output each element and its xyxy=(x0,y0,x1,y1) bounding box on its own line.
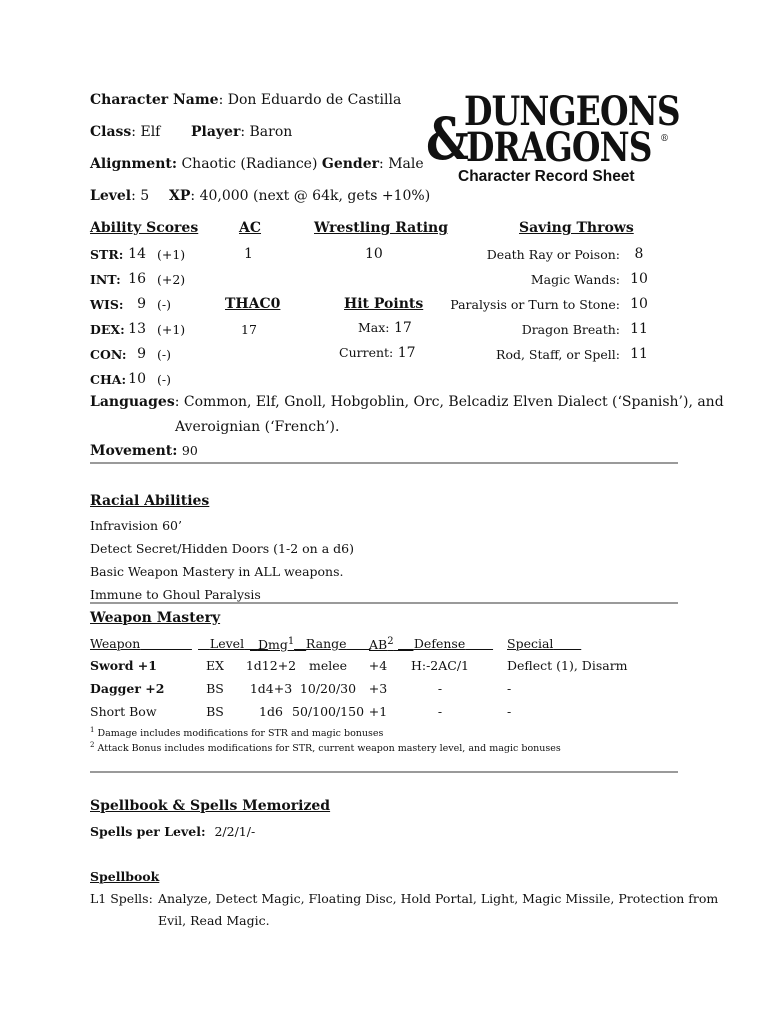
ability-score: 13 xyxy=(128,321,146,337)
ability-abbr: INT: xyxy=(90,272,121,287)
weapon-attack-bonus: +3 xyxy=(368,681,388,696)
logo-registered: ® xyxy=(660,134,669,144)
spellbook-section-heading: Spellbook & Spells Memorized xyxy=(90,798,331,814)
racial-abilities-heading: Racial Abilities xyxy=(90,493,210,509)
col-level-header: Level xyxy=(209,636,245,651)
footnote-2: $^2$ Attack Bonus includes modifications for STR, current weapon mastery level, and magic bonuses xyxy=(90,741,561,755)
racial-ability-item: Detect Secret/Hidden Doors (1-2 on a d6) xyxy=(90,541,354,556)
class-line: Class: Elf xyxy=(90,124,161,140)
ability-abbr: STR: xyxy=(90,247,124,262)
weapon-attack-bonus: +1 xyxy=(368,704,388,719)
divider xyxy=(90,602,678,604)
ability-abbr: CHA: xyxy=(90,372,127,387)
character-name-line: Character Name: Don Eduardo de Castilla xyxy=(90,92,402,108)
divider xyxy=(90,462,678,464)
level-value: 5 xyxy=(140,188,150,204)
alignment-line: Alignment: Chaotic (Radiance) Gender: Male xyxy=(90,156,424,172)
thac0-heading: THAC0 xyxy=(225,296,281,312)
saving-throw-label: Paralysis or Turn to Stone: xyxy=(450,297,620,312)
character-name-label: Character Name xyxy=(90,92,219,108)
weapon-special: - xyxy=(507,704,512,719)
saving-throw-label: Magic Wands: xyxy=(530,272,620,287)
ability-score: 16 xyxy=(128,271,146,287)
ability-abbr: DEX: xyxy=(90,322,125,337)
ability-modifier: (-) xyxy=(157,297,171,312)
hp-current-line xyxy=(339,345,416,361)
hp-max-value: 17 xyxy=(393,320,412,336)
logo-ampersand: & xyxy=(426,105,469,173)
logo-word-dungeons: DUNGEONS xyxy=(464,88,680,135)
hp-max-line xyxy=(358,320,412,336)
weapon-level: BS xyxy=(206,681,224,696)
saving-throw-label: Dragon Breath: xyxy=(521,322,620,337)
gender-label: Gender xyxy=(321,156,380,172)
weapon-defense: - xyxy=(437,704,443,719)
player-label: Player xyxy=(191,124,241,140)
ability-abbr: WIS: xyxy=(90,297,124,312)
weapon-special: Deflect (1), Disarm xyxy=(507,658,628,673)
player-value: Baron xyxy=(249,124,293,140)
xp-line: XP: 40,000 (next @ 64k, gets +10%) xyxy=(169,188,431,204)
weapon-range: 10/20/30 xyxy=(299,681,357,696)
logo-subtitle: Character Record Sheet xyxy=(458,168,635,185)
saving-throw-label: Death Ray or Poison: xyxy=(486,247,620,262)
racial-ability-item: Infravision 60’ xyxy=(90,518,182,533)
spellbook-heading: Spellbook xyxy=(90,869,160,884)
ability-modifier: (-) xyxy=(157,347,171,362)
spells-per-level-label: Spells per Level: xyxy=(90,824,206,839)
saving-throw-value: 8 xyxy=(634,246,644,262)
xp-value: 40,000 (next @ 64k, gets +10%) xyxy=(199,188,431,204)
weapon-range: 50/100/150 xyxy=(292,704,365,719)
ability-score: 9 xyxy=(137,296,146,312)
ac-value: 1 xyxy=(244,246,253,262)
l1-spells-label: L1 Spells: xyxy=(90,891,153,906)
alignment-value: Chaotic (Radiance) xyxy=(181,156,318,172)
alignment-label: Alignment xyxy=(90,156,172,172)
racial-ability-item: Immune to Ghoul Paralysis xyxy=(90,587,261,602)
col-defense-header: Defense xyxy=(413,636,466,651)
weapon-attack-bonus: +4 xyxy=(368,658,388,673)
level-label: Level xyxy=(90,188,132,204)
l1-spells-line1: Analyze, Detect Magic, Floating Disc, Hold Portal, Light, Magic Missile, Protection from xyxy=(158,891,719,906)
weapon-damage: 1d6 xyxy=(259,704,283,719)
l1-spells-line2: Evil, Read Magic. xyxy=(158,913,270,928)
weapon-range: melee xyxy=(308,658,348,673)
wrestling-value: 10 xyxy=(365,246,383,262)
ability-scores-heading: Ability Scores xyxy=(90,220,199,236)
ability-score: 14 xyxy=(128,246,146,262)
ability-modifier: (-) xyxy=(157,372,171,387)
level-line: Level: 5 xyxy=(90,188,150,204)
weapon-name: Sword +1 xyxy=(90,658,157,673)
logo-word-dragons: DRAGONS xyxy=(466,124,652,171)
hp-current-value: 17 xyxy=(397,345,416,361)
hp-max-label: Max: xyxy=(358,320,390,335)
weapon-defense: H:-2AC/1 xyxy=(410,658,470,673)
weapon-name: Dagger +2 xyxy=(90,681,165,696)
col-special-header: Special xyxy=(507,636,554,651)
saving-throws-heading: Saving Throws xyxy=(519,220,634,236)
weapon-damage: 1d12+2 xyxy=(245,658,297,673)
col-ab-header: $AB^2$ xyxy=(369,636,394,653)
languages-value-line1: Common, Elf, Gnoll, Hobgoblin, Orc, Belcadiz Elven Dialect (‘Spanish’), and xyxy=(183,394,724,410)
divider xyxy=(90,771,678,773)
class-label: Class xyxy=(90,124,132,140)
movement-label: Movement: xyxy=(90,443,178,459)
saving-throw-value: 11 xyxy=(630,346,648,362)
weapon-damage: 1d4+3 xyxy=(249,681,293,696)
class-value: Elf xyxy=(140,124,161,140)
xp-label: XP xyxy=(169,188,191,204)
saving-throw-value: 10 xyxy=(630,271,648,287)
hit-points-heading: Hit Points xyxy=(344,296,424,312)
weapon-special: - xyxy=(507,681,512,696)
weapon-defense: - xyxy=(437,681,443,696)
ability-modifier: (+1) xyxy=(157,322,186,337)
thac0-value: 17 xyxy=(241,322,257,337)
saving-throw-value: 11 xyxy=(630,321,648,337)
col-dmg-header: Dmg$^1$ xyxy=(257,636,295,653)
ac-heading: AC xyxy=(239,220,262,236)
col-weapon-header: Weapon xyxy=(90,636,141,651)
ability-modifier: (+1) xyxy=(157,247,186,262)
weapon-level: EX xyxy=(205,658,225,673)
weapon-level: BS xyxy=(206,704,224,719)
footnote-1: $^1$ Damage includes modifications for STR and magic bonuses xyxy=(90,726,384,740)
ability-score: 9 xyxy=(137,346,146,362)
movement-value: 90 xyxy=(181,443,198,458)
weapon-name: Short Bow xyxy=(90,704,157,719)
saving-throw-value: 10 xyxy=(630,296,648,312)
languages-label: Languages xyxy=(90,394,175,410)
wrestling-heading: Wrestling Rating xyxy=(314,220,448,236)
col-range-header: Range xyxy=(305,636,347,651)
racial-ability-item: Basic Weapon Mastery in ALL weapons. xyxy=(90,564,344,579)
character-name-value: Don Eduardo de Castilla xyxy=(227,92,402,108)
saving-throw-label: Rod, Staff, or Spell: xyxy=(496,347,620,362)
languages-value-line2: Averoignian (‘French’). xyxy=(175,419,340,435)
weapon-mastery-heading: Weapon Mastery xyxy=(90,610,221,626)
movement-line xyxy=(90,443,198,459)
spells-per-level-line xyxy=(90,824,255,840)
languages-line1: Languages: Common, Elf, Gnoll, Hobgoblin, Orc, Belcadiz Elven Dialect (‘Spanish’), and xyxy=(90,394,724,410)
ability-modifier: (+2) xyxy=(157,272,186,287)
ability-score: 10 xyxy=(128,371,146,387)
gender-value: Male xyxy=(388,156,424,172)
dungeons-dragons-logo xyxy=(426,90,678,188)
spells-per-level-value: 2/2/1/- xyxy=(214,824,256,839)
player-line: Player: Baron xyxy=(191,124,293,140)
ability-abbr: CON: xyxy=(90,347,127,362)
hp-current-label: Current: xyxy=(339,345,394,360)
